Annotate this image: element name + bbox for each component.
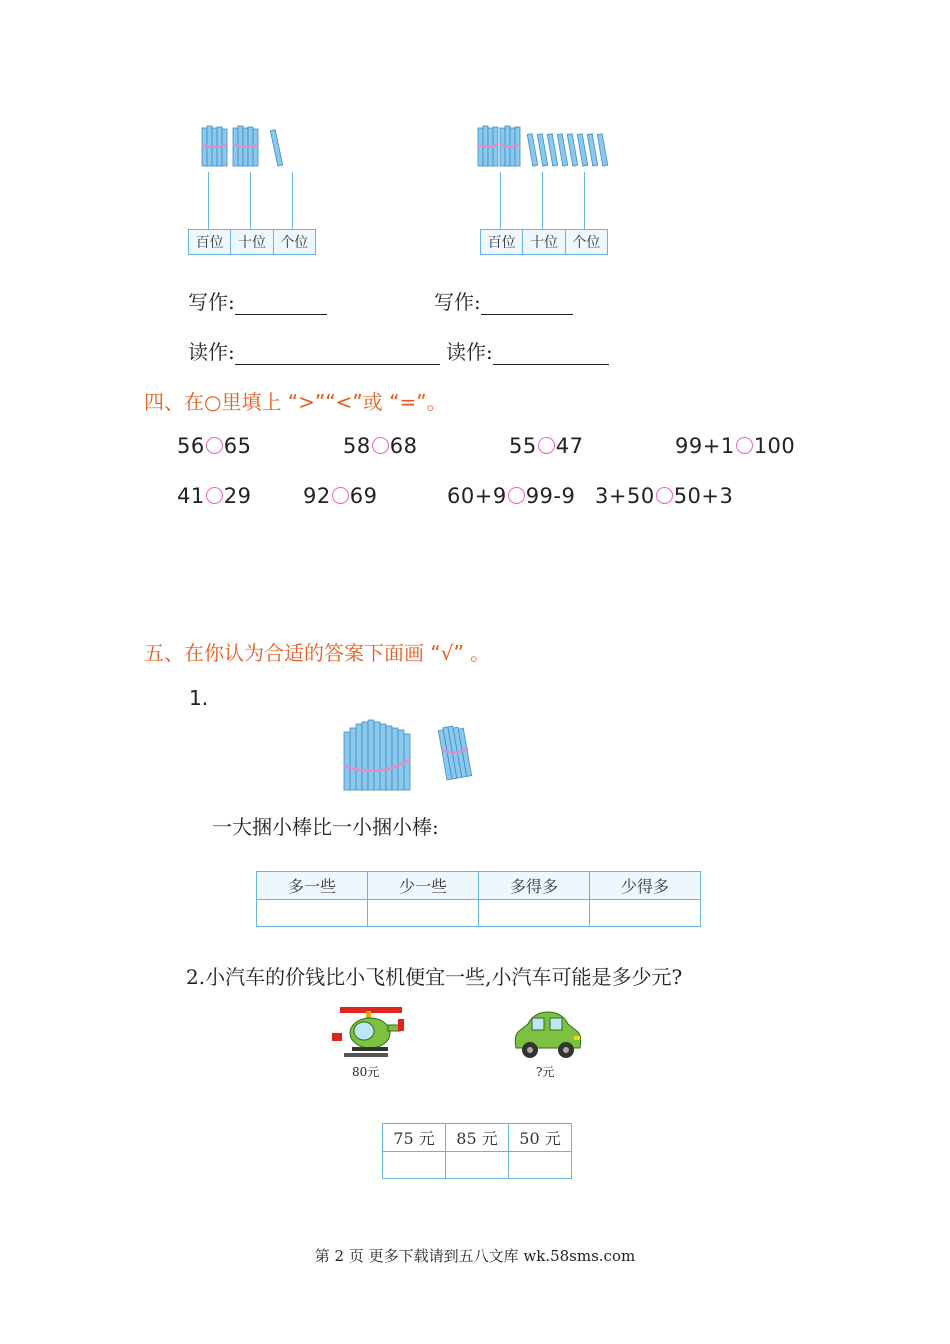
comparison-item: 3+50 50+3 xyxy=(595,484,734,508)
question-1-answer-table xyxy=(256,871,701,927)
option-cell: 少一些 xyxy=(368,872,479,900)
question-1-text: 一大捆小棒比一小捆小棒: xyxy=(212,815,439,839)
checkmark-answer-cell[interactable] xyxy=(509,1152,572,1179)
comparison-item: 41 29 xyxy=(177,484,252,508)
comparison-item: 99+1 100 xyxy=(675,434,796,458)
write-label: 写作: xyxy=(434,290,481,314)
ones-header: 个位 xyxy=(572,235,601,251)
car-icon xyxy=(512,1010,584,1062)
option-cell: 多得多 xyxy=(479,872,590,900)
car-price: ?元 xyxy=(536,1065,555,1079)
stick-bundles-icon xyxy=(196,120,306,170)
page-footer: 第 2 页 更多下载请到五八文库 wk.58sms.com xyxy=(314,1247,636,1265)
tens-header: 十位 xyxy=(231,230,273,254)
answer-circle[interactable] xyxy=(656,487,673,504)
connector-line xyxy=(542,172,543,229)
comparison-item: 55 47 xyxy=(509,434,584,458)
section-5-title: 五、在你认为合适的答案下面画 “√” 。 xyxy=(144,641,491,665)
answer-circle[interactable] xyxy=(538,437,555,454)
connector-line xyxy=(584,172,585,229)
checkmark-answer-cell[interactable] xyxy=(383,1152,446,1179)
question-2-answer-table xyxy=(382,1123,572,1179)
place-value-table-1 xyxy=(188,229,316,255)
write-answer-blank[interactable] xyxy=(235,294,327,315)
read-label: 读作: xyxy=(446,340,493,364)
read-label: 读作: xyxy=(188,340,235,364)
read-answer-blank[interactable] xyxy=(235,344,440,365)
write-row-1 xyxy=(188,286,327,315)
section-4-title: 四、在○里填上 “>”“<”或 “=”。 xyxy=(144,390,447,414)
option-cell: 85 元 xyxy=(446,1124,509,1152)
checkmark-answer-cell[interactable] xyxy=(446,1152,509,1179)
question-1-number: 1. xyxy=(189,686,209,710)
read-row-2 xyxy=(446,336,609,365)
option-cell: 75 元 xyxy=(383,1124,446,1152)
stick-bundles-icon xyxy=(474,120,614,170)
question-2-text: 2.小汽车的价钱比小飞机便宜一些,小汽车可能是多少元? xyxy=(186,965,683,989)
read-row-1 xyxy=(188,336,440,365)
comparison-item: 58 68 xyxy=(343,434,418,458)
place-value-table-2 xyxy=(480,229,608,255)
checkmark-answer-cell[interactable] xyxy=(368,900,479,927)
connector-line xyxy=(208,172,209,229)
write-row-2 xyxy=(434,286,573,315)
connector-line xyxy=(250,172,251,229)
answer-circle[interactable] xyxy=(736,437,753,454)
option-cell: 少得多 xyxy=(590,872,701,900)
checkmark-answer-cell[interactable] xyxy=(590,900,701,927)
answer-circle[interactable] xyxy=(332,487,349,504)
helicopter-price: 80元 xyxy=(352,1065,380,1079)
read-answer-blank[interactable] xyxy=(493,344,609,365)
answer-circle[interactable] xyxy=(206,487,223,504)
option-cell: 50 元 xyxy=(509,1124,572,1152)
connector-line xyxy=(292,172,293,229)
hundreds-header: 百位 xyxy=(481,230,523,254)
write-answer-blank[interactable] xyxy=(481,294,573,315)
answer-circle[interactable] xyxy=(372,437,389,454)
tens-header: 十位 xyxy=(523,230,565,254)
comparison-item: 92 69 xyxy=(303,484,378,508)
comparison-item: 60+9 99-9 xyxy=(447,484,576,508)
answer-circle[interactable] xyxy=(206,437,223,454)
helicopter-icon xyxy=(330,1003,406,1061)
stick-bundles-big-small-icon xyxy=(338,716,483,794)
checkmark-answer-cell[interactable] xyxy=(479,900,590,927)
answer-circle[interactable] xyxy=(508,487,525,504)
option-cell: 多一些 xyxy=(257,872,368,900)
ones-header: 个位 xyxy=(280,235,309,251)
connector-line xyxy=(500,172,501,229)
write-label: 写作: xyxy=(188,290,235,314)
comparison-item: 56 65 xyxy=(177,434,252,458)
checkmark-answer-cell[interactable] xyxy=(257,900,368,927)
hundreds-header: 百位 xyxy=(189,230,231,254)
